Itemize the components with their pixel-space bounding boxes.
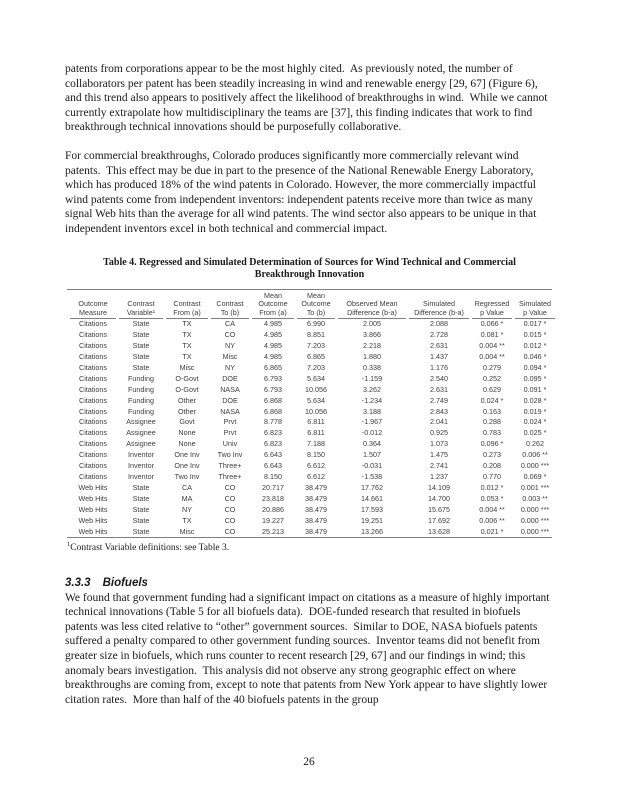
table-cell: State: [132, 362, 150, 372]
table-cell: 0.000 ***: [520, 504, 550, 514]
table-cell: Citations: [79, 417, 107, 427]
column-header: Observed Mean Difference (b-a): [338, 290, 406, 320]
section-title: Biofuels: [102, 576, 148, 589]
table-cell: 17.762: [361, 482, 383, 492]
table-row: [70, 461, 555, 472]
table-cell: MA: [181, 493, 193, 503]
table-cell: 0.288: [483, 417, 501, 427]
table-cell: -1.159: [361, 373, 383, 383]
column-header: Contrast To (b): [211, 290, 249, 320]
table-cell: 6.793: [264, 373, 282, 383]
table-cell: Citations: [79, 373, 107, 383]
table-row: [70, 374, 555, 385]
table-cell: 3.866: [363, 330, 381, 340]
table-cell: 6.868: [264, 406, 282, 416]
table-cell: CO: [224, 330, 236, 340]
table-cell: CA: [182, 482, 192, 492]
table-cell: None: [178, 439, 196, 449]
table-cell: Funding: [128, 373, 154, 383]
table-cell: State: [132, 515, 150, 525]
table-cell: 0.273: [483, 450, 501, 460]
table-cell: 0.019 *: [523, 406, 547, 416]
table-cell: State: [132, 526, 150, 536]
table-cell: 0.208: [483, 461, 501, 471]
table-cell: 0.028 *: [523, 395, 547, 405]
table-cell: Misc: [179, 526, 195, 536]
table-cell: 2.540: [430, 373, 448, 383]
table-cell: 19.251: [361, 515, 383, 525]
table-cell: 14.700: [428, 493, 450, 503]
column-header: Outcome Measure: [70, 290, 116, 320]
table-cell: 2.088: [430, 319, 448, 329]
table-cell: 10.056: [305, 406, 327, 416]
table-cell: -0.031: [361, 461, 383, 471]
table-cell: 0.004 **: [479, 352, 505, 362]
table-cell: 0.003 **: [522, 493, 548, 503]
table-cell: 6.643: [264, 461, 282, 471]
table-cell: TX: [182, 341, 192, 351]
table-cell: Citations: [79, 461, 107, 471]
table-4: [67, 289, 552, 539]
table-row: [70, 352, 555, 363]
table-cell: 0.021 *: [480, 526, 504, 536]
table-cell: 0.000 ***: [520, 515, 550, 525]
table-cell: 0.279: [483, 362, 501, 372]
table-cell: TX: [182, 352, 192, 362]
table-cell: 14.109: [428, 482, 450, 492]
table-cell: State: [132, 352, 150, 362]
table-cell: 6.811: [307, 417, 325, 427]
table-cell: DOE: [222, 373, 238, 383]
table-cell: 0.024 *: [480, 395, 504, 405]
table-row: [70, 417, 555, 428]
table-row: [70, 505, 555, 516]
table-cell: State: [132, 482, 150, 492]
table-cell: 6.793: [264, 384, 282, 394]
table-cell: -1.967: [361, 417, 383, 427]
table-cell: 2.749: [430, 395, 448, 405]
table-cell: Web Hits: [78, 504, 108, 514]
table-cell: 8.150: [264, 472, 282, 481]
table-cell: 20.717: [262, 482, 284, 492]
table-row: [70, 483, 555, 494]
table-cell: State: [132, 330, 150, 340]
table-cell: Web Hits: [78, 493, 108, 503]
column-header: Mean Outcome To (b): [297, 290, 335, 320]
table-cell: 0.053 *: [480, 493, 504, 503]
table-cell: Three+: [218, 472, 242, 481]
table-cell: 1.880: [363, 352, 381, 362]
table-cell: Univ: [222, 439, 238, 449]
table-cell: 14.661: [361, 493, 383, 503]
table-cell: Citations: [79, 428, 107, 438]
table-row: [70, 319, 555, 330]
table-cell: 0.081 *: [480, 330, 504, 340]
table-cell: 0.091 *: [523, 384, 547, 394]
table-row: [70, 428, 555, 439]
table-cell: 19.227: [262, 515, 284, 525]
table-cell: TX: [182, 330, 192, 340]
table-cell: 1.437: [430, 352, 448, 362]
table-cell: Assignee: [126, 439, 156, 449]
table-cell: Web Hits: [78, 515, 108, 525]
table-cell: 2.843: [430, 406, 448, 416]
table-cell: NASA: [220, 384, 240, 394]
table-cell: 7.203: [307, 341, 325, 351]
table-cell: 0.004 **: [479, 504, 505, 514]
table-row: [70, 341, 555, 352]
table-cell: -1.538: [361, 472, 383, 481]
table-cell: -0.012: [361, 428, 383, 438]
table-cell: 0.000 ***: [520, 461, 550, 471]
table-cell: Two Inv: [217, 450, 243, 460]
table-cell: 2.041: [430, 417, 448, 427]
table-cell: Misc: [222, 352, 238, 362]
table-cell: Citations: [79, 319, 107, 329]
column-header: Simulated Difference (b-a): [409, 290, 469, 320]
table-cell: 6.643: [264, 450, 282, 460]
table-cell: CO: [224, 482, 236, 492]
table-cell: 2.631: [430, 341, 448, 351]
table-cell: 38.479: [305, 526, 327, 536]
table-cell: 6.811: [307, 428, 325, 438]
table-cell: 17.593: [361, 504, 383, 514]
table-cell: 15.675: [428, 504, 450, 514]
table-cell: 6.868: [264, 395, 282, 405]
table-cell: -1.234: [361, 395, 383, 405]
table-cell: 38.479: [305, 515, 327, 525]
table-cell: Govt: [179, 417, 195, 427]
table-cell: Citations: [79, 395, 107, 405]
table-cell: 38.479: [305, 482, 327, 492]
table-cell: Prvt: [223, 428, 237, 438]
table-cell: 10.056: [305, 384, 327, 394]
table-cell: 2.741: [430, 461, 448, 471]
table-cell: 1.073: [430, 439, 448, 449]
table-cell: 2.631: [430, 384, 448, 394]
table-cell: CO: [224, 515, 236, 525]
table-cell: Prvt: [223, 417, 237, 427]
table-cell: 0.925: [430, 428, 448, 438]
table-cell: 7.203: [307, 362, 325, 372]
table-cell: 0.252: [483, 373, 501, 383]
table-cell: Two Inv: [174, 472, 200, 481]
table-cell: 6.865: [307, 352, 325, 362]
table-cell: CA: [225, 319, 235, 329]
table-cell: NY: [225, 362, 235, 372]
table-cell: 0.262: [526, 439, 544, 449]
table-cell: NASA: [220, 406, 240, 416]
table-cell: 6.865: [264, 362, 282, 372]
table-row: [70, 527, 555, 538]
table-row: [70, 330, 555, 341]
table-cell: 1.507: [363, 450, 381, 460]
table-cell: 1.475: [430, 450, 448, 460]
table-cell: 6.612: [307, 472, 325, 481]
column-header: Mean Outcome From (a): [252, 290, 294, 320]
table-cell: 0.006 **: [522, 450, 548, 460]
table-cell: 5.634: [307, 395, 325, 405]
table-cell: 23.818: [262, 493, 284, 503]
table-cell: 2.218: [363, 341, 381, 351]
table-cell: Inventor: [128, 450, 154, 460]
footnote-text: Contrast Variable definitions: see Table 3.: [70, 543, 230, 554]
table-cell: State: [132, 341, 150, 351]
table-cell: TX: [182, 319, 192, 329]
page-number: 26: [303, 756, 315, 768]
paragraph-commercial-breakthroughs: For commercial breakthroughs, Colorado produces significantly more commercially relevant wind patents. This effect may be due in part to the presence of the National Renewable Energy Laboratory, which has produced 18% of the wind patents in Colorado. However, the more commercially impactful wind patents come from independent inventors: independent patents receive more than twice as many signal Web hits than the average for all wind patents. The wind sector also appears to be unique in that independent inventors excel in both technical and commercial impact.: [65, 149, 540, 235]
table-cell: 0.006 **: [479, 515, 505, 525]
table-cell: State: [132, 319, 150, 329]
table-cell: 38.479: [305, 493, 327, 503]
table-cell: DOE: [222, 395, 238, 405]
table-cell: 0.017 *: [523, 319, 547, 329]
table-cell: 0.024 *: [523, 417, 547, 427]
table-cell: 0.025 *: [523, 428, 547, 438]
column-header: Simulated p Value: [515, 290, 555, 320]
table-cell: Funding: [128, 395, 154, 405]
table-cell: 6.990: [307, 319, 325, 329]
column-header: Regressed p Value: [472, 290, 512, 320]
table-cell: 6.823: [264, 428, 282, 438]
table-row: [70, 450, 555, 461]
table-cell: 4.985: [264, 341, 282, 351]
table-row: [70, 472, 555, 483]
table-cell: Inventor: [128, 472, 154, 481]
table-cell: One Inv: [174, 450, 200, 460]
table-cell: 0.001 ***: [520, 482, 550, 492]
table-cell: Assignee: [126, 428, 156, 438]
table-cell: Inventor: [128, 461, 154, 471]
table-cell: Assignee: [126, 417, 156, 427]
table-cell: 0.770: [483, 472, 501, 481]
table-cell: 0.000 ***: [520, 526, 550, 536]
table-row: [70, 396, 555, 407]
table-cell: Funding: [128, 406, 154, 416]
table-cell: 1.237: [430, 472, 448, 481]
table-cell: 6.823: [264, 439, 282, 449]
table-cell: 0.783: [483, 428, 501, 438]
table-row: [70, 385, 555, 396]
table-row: [70, 363, 555, 374]
table-cell: Citations: [79, 330, 107, 340]
table-cell: Web Hits: [78, 482, 108, 492]
table-cell: Three+: [218, 461, 242, 471]
table-cell: 0.012 *: [523, 341, 547, 351]
table-cell: O-Govt: [175, 373, 199, 383]
table-cell: Citations: [79, 472, 107, 481]
table-cell: 0.094 *: [523, 362, 547, 372]
table-cell: Citations: [79, 450, 107, 460]
table-cell: 2.728: [430, 330, 448, 340]
table-cell: Other: [178, 406, 196, 416]
table-cell: None: [178, 428, 196, 438]
table-cell: Citations: [79, 439, 107, 449]
table-cell: Web Hits: [78, 526, 108, 536]
table-cell: 0.629: [483, 384, 501, 394]
table-row: [70, 494, 555, 505]
section-number: 3.3.3: [65, 576, 91, 589]
table-cell: Other: [178, 395, 196, 405]
table-cell: CO: [224, 526, 236, 536]
table-4-caption: Table 4. Regressed and Simulated Determination of Sources for Wind Technical and Commercial Breakthrough Innovation: [103, 256, 516, 281]
table-cell: One Inv: [174, 461, 200, 471]
table-cell: 13.628: [428, 526, 450, 536]
table-4-footnote: [67, 539, 554, 554]
table-cell: 0.338: [363, 362, 381, 372]
table-cell: State: [132, 504, 150, 514]
footnote-marker: 1: [67, 541, 71, 549]
table-cell: 4.985: [264, 319, 282, 329]
table-cell: 0.015 *: [523, 330, 547, 340]
table-cell: 4.985: [264, 352, 282, 362]
table-body: [70, 319, 555, 537]
table-cell: 13.266: [361, 526, 383, 536]
table-cell: CO: [224, 493, 236, 503]
table-row: [70, 516, 555, 527]
table-cell: 0.066 *: [480, 319, 504, 329]
table-cell: 7.188: [307, 439, 325, 449]
table-row: [70, 407, 555, 418]
table-cell: 25.213: [262, 526, 284, 536]
table-cell: 38.479: [305, 504, 327, 514]
table-cell: NY: [225, 341, 235, 351]
table-cell: 8.150: [307, 450, 325, 460]
table-cell: Citations: [79, 352, 107, 362]
table-cell: NY: [182, 504, 192, 514]
table-cell: 5.634: [307, 373, 325, 383]
column-header: Contrast Variable¹: [119, 290, 163, 320]
table-cell: O-Govt: [175, 384, 199, 394]
table-cell: State: [132, 493, 150, 503]
table-cell: 0.095 *: [523, 373, 547, 383]
table-header-row: [70, 290, 555, 320]
table-cell: 1.176: [430, 362, 448, 372]
table-cell: TX: [182, 515, 192, 525]
table-cell: 17.692: [428, 515, 450, 525]
table-cell: 2.005: [363, 319, 381, 329]
table-cell: Misc: [179, 362, 195, 372]
table-cell: 3.262: [363, 384, 381, 394]
table-cell: 8.851: [307, 330, 325, 340]
column-header: Contrast From (a): [166, 290, 208, 320]
table-cell: 20.886: [262, 504, 284, 514]
table-cell: CO: [224, 504, 236, 514]
table-cell: Citations: [79, 406, 107, 416]
table-cell: 6.612: [307, 461, 325, 471]
table-cell: Citations: [79, 341, 107, 351]
table-cell: 4.985: [264, 330, 282, 340]
table-cell: Funding: [128, 384, 154, 394]
table-row: [70, 439, 555, 450]
table-cell: 0.163: [483, 406, 501, 416]
table-cell: 3.188: [363, 406, 381, 416]
table-cell: 0.364: [363, 439, 381, 449]
table-cell: 0.004 **: [479, 341, 505, 351]
paragraph-wind-citations: patents from corporations appear to be the most highly cited. As previously noted, the number of collaborators per patent has been steadily increasing in wind and renewable energy [29, 67] (Figure 6), and this trend also appears to positively affect the likelihood of breakthroughs in wind. While we cannot currently extrapolate how multidisciplinary the teams are [37], this finding indicates that work to find breakthrough technical innovations should be purposefully collaborative.: [65, 63, 551, 134]
table-cell: Citations: [79, 362, 107, 372]
table-cell: Citations: [79, 384, 107, 394]
table-cell: 0.046 *: [523, 352, 547, 362]
table-cell: 0.012 *: [480, 482, 504, 492]
table-cell: 0.069 *: [523, 472, 547, 481]
table-cell: 8.778: [264, 417, 282, 427]
table-cell: 0.096 *: [480, 439, 504, 449]
section-heading-biofuels: [65, 577, 554, 589]
paragraph-biofuels: We found that government funding had a significant impact on citations as a measure of highly important technical innovations (Table 5 for all biofuels data). DOE-funded research that resulted in biofuels patents was less cited relative to “other” government sources. Similar to DOE, NASA biofuels patents suffered a penalty compared to other government funding sources. Inventor teams did not benefit from greater size in biofuels, which runs counter to recent research [29, 67] and our findings in wind; this anomaly bears investigation. This analysis did not observe any strong geographic effect on where breakthroughs are coming from, except to note that patents from New York appear to have slightly lower citation rates. More than half of the 40 biofuels patents in the group: [65, 591, 553, 706]
